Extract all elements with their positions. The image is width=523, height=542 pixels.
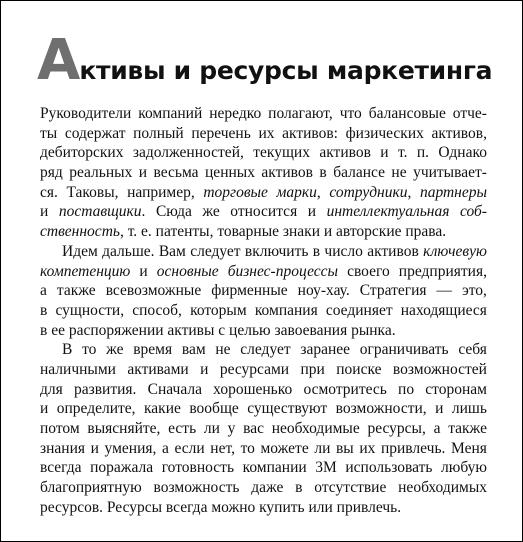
- word: потом: [40, 420, 80, 437]
- word: ключевую: [423, 242, 487, 260]
- word: возможность: [153, 479, 240, 497]
- word: дальше.: [102, 242, 155, 260]
- word: определите,: [56, 400, 136, 418]
- word: необходимые: [271, 420, 360, 437]
- word: вам: [181, 341, 206, 359]
- word: их: [258, 124, 275, 142]
- word: активов: [367, 242, 419, 260]
- word: то: [240, 439, 255, 457]
- text-run: в ее распоряжении активы с целью завоевания рынка.: [40, 321, 396, 339]
- word: ресурсами: [219, 360, 290, 378]
- word: Стратегия: [359, 282, 427, 300]
- text-line: [40, 202, 487, 222]
- word: ли: [203, 420, 220, 437]
- word: Однако: [438, 144, 487, 162]
- word: поражала: [90, 459, 154, 477]
- word: у: [227, 420, 236, 437]
- text-line: [40, 124, 487, 144]
- word: ценных: [205, 164, 255, 182]
- word: следует: [190, 242, 241, 260]
- word: поиске: [336, 360, 382, 378]
- word: соб-: [459, 203, 487, 221]
- word: компетенцию: [40, 262, 131, 280]
- word: бизнес-процессы: [227, 262, 339, 280]
- word: что: [339, 105, 362, 122]
- word: можете: [260, 439, 309, 457]
- word: нередко: [209, 105, 262, 122]
- word: благоприятную: [40, 479, 142, 497]
- word: содержат: [64, 124, 126, 142]
- word: например,: [127, 183, 195, 201]
- word: сотрудники,: [329, 183, 412, 201]
- word: Идем: [62, 242, 98, 260]
- word: задолженностей,: [132, 144, 244, 162]
- text-line: [40, 478, 487, 498]
- word: для: [40, 380, 63, 398]
- word: при: [300, 360, 325, 378]
- word: сторонам: [425, 380, 487, 398]
- word: компаний: [138, 105, 203, 122]
- word: всегда: [40, 459, 82, 477]
- word: Сюда: [155, 203, 192, 221]
- word: же: [202, 203, 220, 221]
- word: а: [40, 282, 47, 300]
- word: их: [359, 439, 376, 457]
- text-line: [40, 458, 487, 478]
- word: и: [138, 164, 148, 182]
- word: сущности,: [55, 301, 125, 319]
- word: и: [200, 360, 209, 378]
- word: Меня: [451, 439, 487, 457]
- word: ли: [314, 439, 331, 457]
- word: нет,: [210, 439, 235, 457]
- paragraph: [40, 104, 487, 242]
- word: следует: [240, 341, 291, 359]
- text-run: ресурсов. Ресурсы всегда можно купить или привлечь.: [40, 498, 402, 516]
- word: в: [319, 164, 327, 182]
- text-line: [40, 360, 487, 380]
- word: есть: [168, 420, 197, 437]
- word: полный: [133, 124, 184, 142]
- word: отсутствие: [314, 479, 387, 497]
- word: п.: [416, 144, 430, 162]
- text-line: [40, 143, 487, 163]
- word: соединяет: [325, 301, 393, 319]
- word: В: [62, 341, 73, 359]
- word: ресурсы,: [367, 420, 426, 437]
- word: физических: [345, 124, 424, 142]
- word: своего: [347, 262, 390, 280]
- text-line: [40, 104, 487, 124]
- word: ноу-хау.: [297, 282, 350, 300]
- word: текущих: [253, 144, 310, 162]
- word: активов,: [431, 124, 487, 142]
- word: в: [295, 479, 303, 497]
- text-line: [40, 163, 487, 183]
- word: относится: [230, 203, 298, 221]
- word: и: [435, 400, 444, 418]
- word: компания: [254, 301, 318, 319]
- word: и: [139, 262, 148, 280]
- word: всевозможные: [105, 282, 202, 300]
- word: даже: [251, 479, 284, 497]
- word: заранее: [300, 341, 351, 359]
- title-text: ктивы и ресурсы маркетинга: [79, 56, 493, 85]
- word: ряд: [40, 164, 63, 182]
- word: —: [436, 282, 453, 300]
- body-text: [40, 104, 487, 517]
- word: наличными: [40, 360, 116, 378]
- text-line: [40, 262, 487, 282]
- word: выясняйте,: [87, 420, 161, 437]
- text-line: [40, 242, 487, 262]
- word: 3М: [315, 459, 337, 477]
- word: активов:: [282, 124, 338, 142]
- word: учитывает-: [413, 164, 487, 182]
- word: Сначала: [147, 380, 202, 398]
- word: и: [40, 400, 49, 418]
- word: включить: [244, 242, 309, 260]
- word: находящиеся: [400, 301, 487, 319]
- text-line: [40, 183, 487, 203]
- text-run: , т. е. патенты, товарные знаки и авторские права.: [119, 223, 447, 241]
- word: ся.: [40, 183, 58, 201]
- word: торговые: [203, 183, 268, 201]
- word: которым: [190, 301, 247, 319]
- text-line: [40, 281, 487, 301]
- word: а: [433, 420, 441, 437]
- word: же: [106, 341, 124, 359]
- text-line: [40, 399, 487, 419]
- word: активов: [261, 164, 313, 182]
- word: осмотритесь: [303, 380, 387, 398]
- word: привлечь.: [380, 439, 446, 457]
- word: дебиторских: [40, 144, 124, 162]
- word: вы: [335, 439, 354, 457]
- word: фирменные: [211, 282, 288, 300]
- word: и: [90, 439, 99, 457]
- word: знания: [40, 439, 86, 457]
- word: балансовые: [368, 105, 446, 122]
- text-line: [40, 340, 487, 360]
- text-line: [40, 439, 487, 459]
- word: лишь: [451, 400, 487, 418]
- word: вас: [243, 420, 265, 437]
- word: и: [380, 144, 389, 162]
- italic-phrase: ственность: [40, 223, 120, 241]
- word: необходимых: [398, 479, 487, 497]
- word: основные: [156, 262, 219, 280]
- word: также: [56, 282, 96, 300]
- word: ограничивать: [359, 341, 449, 359]
- text-line: [40, 380, 487, 400]
- word: и: [307, 203, 317, 221]
- word: время: [133, 341, 173, 359]
- word: возможностей: [392, 360, 487, 378]
- word: также: [448, 420, 487, 437]
- word: умения,: [104, 439, 157, 457]
- word: и: [40, 203, 49, 221]
- word: если: [174, 439, 205, 457]
- word: перечень: [191, 124, 251, 142]
- word: партнеры: [419, 183, 487, 201]
- word: интеллектуальная: [326, 203, 450, 221]
- word: Руководители: [40, 105, 132, 122]
- word: по: [398, 380, 415, 398]
- word: в: [312, 242, 321, 260]
- word: предприятия,: [398, 262, 487, 280]
- page-title: [37, 28, 493, 93]
- word: готовность: [161, 459, 235, 477]
- word: марки,: [276, 183, 321, 201]
- word: отче-: [452, 105, 487, 122]
- word: существуют: [247, 400, 328, 418]
- word: полагают,: [268, 105, 333, 122]
- word: Вам: [158, 242, 186, 260]
- paragraph: [40, 340, 487, 517]
- word: поставщики.: [58, 203, 146, 221]
- title-dropcap: А: [37, 28, 80, 93]
- word: балансе: [333, 164, 385, 182]
- word: число: [324, 242, 363, 260]
- word: вообще: [189, 400, 239, 418]
- word: а: [161, 439, 169, 457]
- word: ты: [40, 124, 58, 142]
- word: то: [82, 341, 97, 359]
- text-line: [40, 301, 487, 321]
- word: хорошенько: [213, 380, 293, 398]
- text-line: [40, 498, 487, 518]
- word: использовать: [345, 459, 433, 477]
- word: любую: [441, 459, 487, 477]
- word: весьма: [153, 164, 199, 182]
- word: т.: [397, 144, 408, 162]
- word: способ,: [132, 301, 182, 319]
- word: возможности,: [335, 400, 427, 418]
- word: это,: [462, 282, 487, 300]
- word: не: [215, 341, 231, 359]
- word: реальных: [69, 164, 133, 182]
- word: активов: [319, 144, 371, 162]
- word: активами: [127, 360, 189, 378]
- word: в: [40, 301, 48, 319]
- word: себя: [458, 341, 487, 359]
- word: компании: [242, 459, 307, 477]
- word: развития.: [73, 380, 137, 398]
- word: не: [391, 164, 407, 182]
- text-line: [40, 419, 487, 439]
- word: Таковы,: [66, 183, 119, 201]
- word: какие: [144, 400, 181, 418]
- text-line: [40, 321, 487, 341]
- text-line: [40, 222, 487, 242]
- paragraph: [40, 242, 487, 340]
